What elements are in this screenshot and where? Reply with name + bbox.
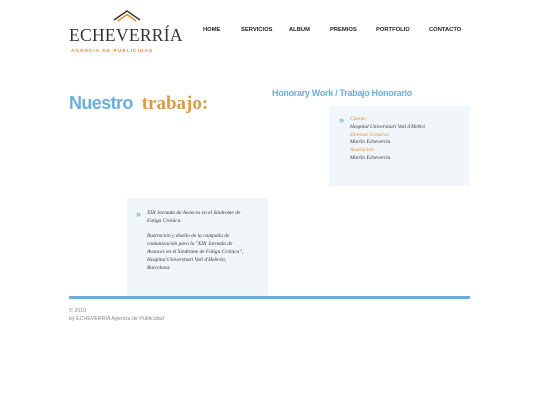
- section-subtitle: Honorary Work / Trabajo Honorario: [272, 88, 412, 98]
- creative-label: Director Creativo:: [350, 131, 391, 138]
- brand-tagline: AGENCIA DE PUBLICIDAD: [71, 48, 154, 53]
- nav-servicios[interactable]: SERVICIOS: [241, 27, 273, 33]
- nav-portfolio[interactable]: PORTFOLIO: [376, 27, 410, 33]
- house-roof-icon: [112, 8, 142, 22]
- main-nav: [0, 24, 540, 36]
- description-box: [127, 198, 268, 296]
- project-description: [147, 210, 247, 280]
- brand-name: ECHEVERRÍA: [69, 25, 183, 45]
- client-label: Cliente:: [350, 116, 368, 122]
- footer-credit: by ECHEVERRÍA Agencia de Publicidad: [69, 316, 164, 322]
- nav-album[interactable]: ALBUM: [289, 27, 310, 33]
- double-chevron-right-icon: »: [136, 209, 140, 219]
- page-title-part1: Nuestro: [69, 93, 133, 113]
- client-info: [350, 116, 425, 163]
- nav-premios[interactable]: PREMIOS: [330, 27, 357, 33]
- footer-divider: [69, 296, 470, 299]
- client-info-box: [329, 106, 470, 186]
- client-value: Hospital Universitari Vall d'Hebró: [350, 123, 425, 130]
- double-chevron-right-icon: »: [339, 115, 343, 125]
- project-heading: XIII Jornada de Avances en el Síndrome de Fatiga Crónica.: [147, 210, 241, 224]
- illustration-value: Martín Echeverría: [350, 154, 391, 161]
- page-title: [69, 80, 208, 117]
- nav-contacto[interactable]: CONTACTO: [429, 27, 462, 33]
- project-body: Ilustración y diseño de la campaña de comunicación para la "XIII Jornada de Avances en el Síndrome de Fatiga Crónica", Hospital Universitari Vall d'Hebrón, Barcelona.: [147, 233, 243, 271]
- nav-home[interactable]: HOME: [203, 27, 221, 33]
- illustration-label: Ilustración:: [350, 147, 376, 154]
- footer-copyright: © 2010: [69, 308, 87, 314]
- page-title-part2: trabajo:: [141, 93, 209, 114]
- creative-value: Martín Echeverría: [350, 139, 391, 146]
